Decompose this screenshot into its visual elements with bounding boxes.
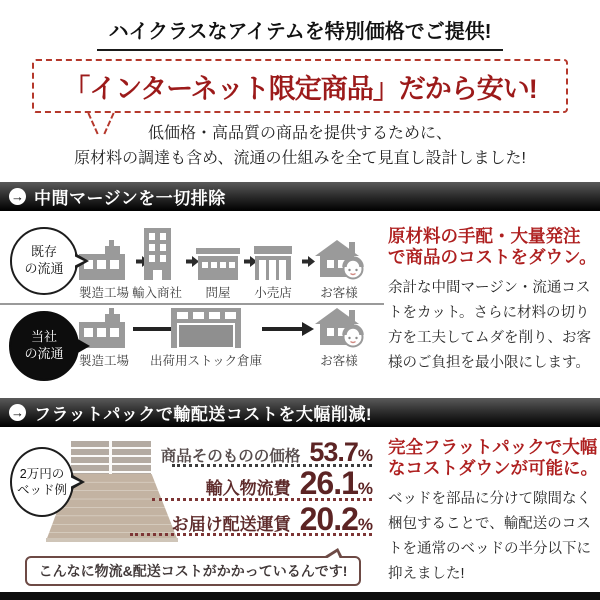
old-flow-bubble-line1: 既存 — [30, 244, 57, 260]
page-header — [0, 15, 600, 51]
flow-step — [132, 228, 183, 301]
new-flow-bubble-line1: 当社 — [30, 329, 57, 345]
bed-example-bubble — [10, 447, 74, 517]
bed-frame-illustration — [46, 538, 178, 542]
stat-value: 26.1% — [299, 465, 372, 501]
flow-step — [150, 302, 262, 369]
cost-callout-bubble — [25, 556, 361, 586]
flow-step-label: 輸入商社 — [132, 286, 183, 300]
aside-heading-line2: で商品のコストをダウン。 — [388, 247, 597, 268]
stat-unit: % — [357, 515, 372, 534]
new-flow-bubble — [9, 311, 79, 381]
stat-value: 53.7% — [309, 437, 372, 467]
flow-step-label: 小売店 — [254, 286, 292, 300]
flow-step-label: お客様 — [320, 286, 358, 300]
flow-step — [76, 302, 132, 369]
aside-heading-line1: 原材料の手配・大量発注 — [388, 226, 581, 246]
flow-step — [248, 234, 298, 301]
wholesaler-building-icon — [196, 234, 240, 280]
bottom-section-bar — [0, 592, 600, 600]
flatpack-aside — [388, 437, 596, 586]
stat-value: 20.2% — [299, 501, 372, 537]
aside-heading — [388, 226, 596, 269]
aside-body: 余計な中間マージン・流通コストをカット。さらに材料の切り方を工夫してムダを削り、お客様のご負担を最小限にします。 — [388, 279, 591, 371]
stat-label: 商品そのものの価格 — [160, 448, 301, 465]
bed-headboard-illustration — [71, 441, 151, 474]
stat-unit: % — [357, 479, 372, 498]
section-bar-label: フラットパックで輸配送コストを大幅削減! — [34, 405, 372, 424]
stat-unit: % — [357, 446, 372, 465]
section-bar-label: 中間マージンを一切排除 — [34, 189, 226, 208]
dotted-separator — [130, 533, 372, 536]
arrow-circle-icon: → — [11, 189, 24, 204]
old-flow-bubble-line2: の流通 — [24, 261, 64, 276]
retail-store-icon — [254, 234, 292, 280]
hero-description — [0, 122, 600, 172]
bed-example-bubble-line1: 2万円の — [19, 466, 65, 481]
old-flow-bubble — [10, 227, 78, 295]
margin-aside — [388, 226, 596, 375]
office-building-icon — [144, 228, 171, 280]
flow-step-label: お客様 — [320, 354, 358, 368]
arrow-circle-icon: → — [11, 405, 24, 420]
flow-long-arrow-icon — [262, 322, 314, 336]
customer-house-icon — [313, 234, 365, 280]
new-flow-bubble-line2: の流通 — [24, 346, 64, 361]
warehouse-icon — [171, 302, 241, 348]
section-bar-flatpack — [0, 398, 600, 427]
stat-label: お届け配送運賃 — [171, 515, 291, 534]
flow-step-label: 出荷用ストック倉庫 — [149, 354, 263, 368]
flow-step-label: 製造工場 — [78, 354, 129, 368]
flow-step — [310, 234, 368, 301]
hero-description-line2: 原材料の調達も含め、流通の仕組みを全て見直し設計しました! — [74, 149, 526, 167]
header-title: ハイクラスなアイテムを特別価格でご提供! — [97, 15, 504, 51]
cost-callout-text: こんなに物流&配送コストがかかっているんです! — [38, 563, 348, 579]
stat-row — [140, 465, 372, 502]
flow-step — [192, 234, 244, 301]
flow-step-label: 問屋 — [205, 286, 231, 300]
flow-step-label: 製造工場 — [78, 286, 129, 300]
customer-house-icon — [313, 300, 365, 348]
hero-box — [32, 59, 568, 113]
flow-step — [310, 300, 368, 369]
stat-label: 輸入物流費 — [205, 479, 291, 498]
aside-heading-line2: なコストダウンが可能に。 — [388, 458, 598, 479]
aside-heading-line1: 完全フラットパックで大幅 — [388, 437, 598, 457]
aside-heading — [388, 437, 596, 480]
hero-title: 「インターネット限定商品」だから安い! — [63, 73, 537, 104]
aside-body: ベッドを部品に分けて隙間なく梱包することで、輸配送のコストを通常のベッドの半分以下に抑えました! — [388, 490, 591, 582]
bed-example-bubble-line2: ベッド例 — [16, 483, 67, 497]
section-bar-margin — [0, 182, 600, 211]
hero-description-line1: 低価格・高品質の商品を提供するために、 — [147, 125, 452, 142]
